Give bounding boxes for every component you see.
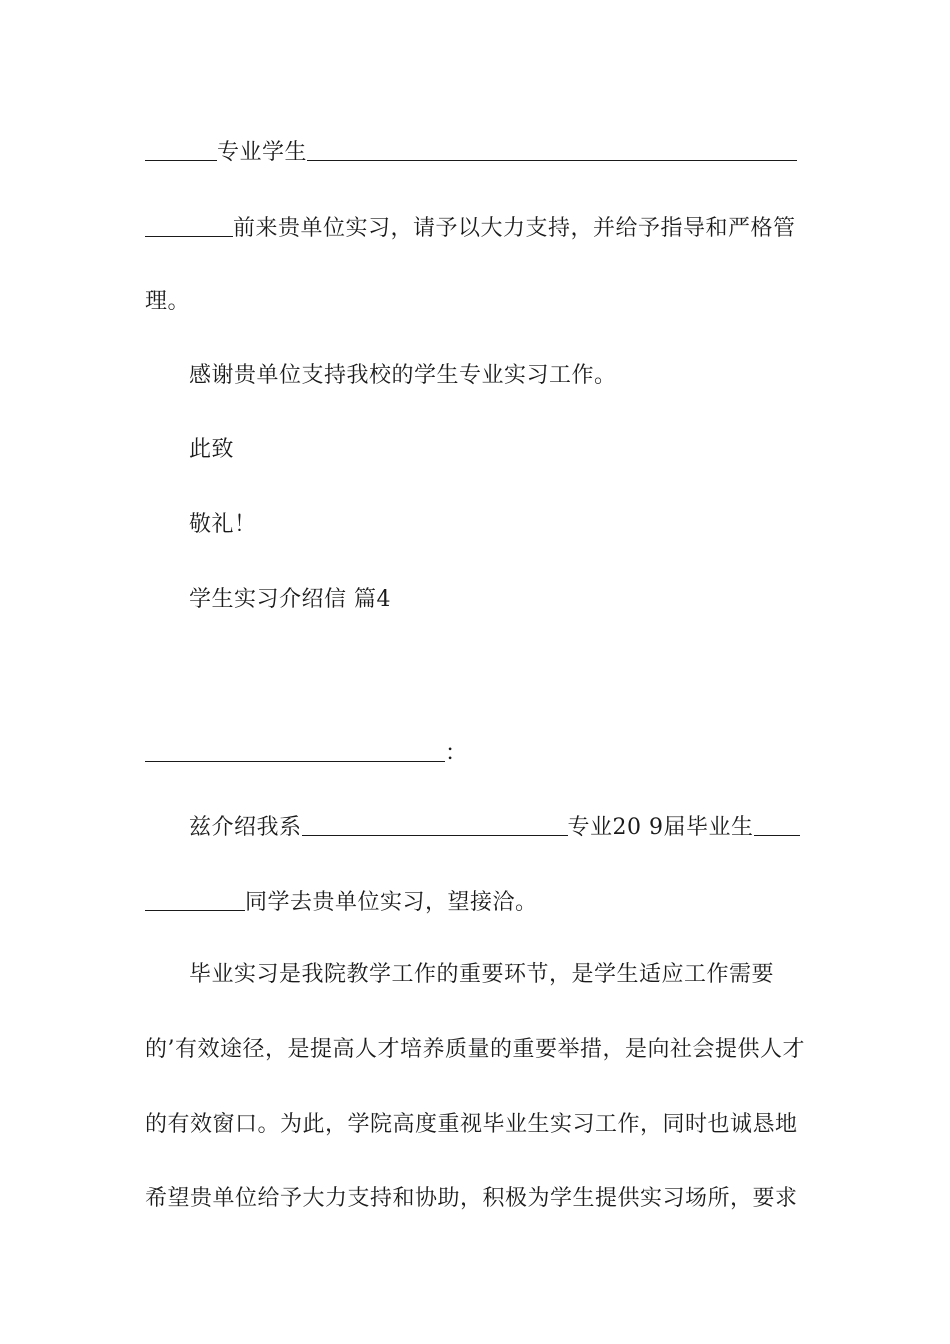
text-para-4: 希望贵单位给予大力支持和协助，积极为学生提供实习场所，要求 [145,1186,798,1211]
line-contact [145,886,807,918]
blank-field-date[interactable] [145,214,233,237]
line-regards [189,510,807,540]
line-management-end [145,287,807,317]
line-major-student [145,136,807,168]
text-request-support: 前来贵单位实习，请予以大力支持，并给予指导和严格管 [233,216,796,241]
blank-field-graduate[interactable] [754,813,800,836]
line-para-2 [145,1035,807,1065]
text-salutation: 此致 [189,437,235,462]
text-major-student: 专业学生 [217,140,308,165]
line-para-3 [145,1110,807,1140]
text-para-3: 的有效窗口。为此，学院高度重视毕业生实习工作，同时也诚恳地 [145,1112,798,1137]
line-request-support [145,212,807,244]
text-recipient-colon: ： [445,741,468,766]
text-para-1: 毕业实习是我院教学工作的重要环节，是学生适应工作需要 [189,962,775,987]
text-introduce-mid: 专业20 9届毕业生 [567,815,754,840]
line-para-1 [189,960,807,990]
section-heading [189,585,807,615]
line-thanks [189,361,807,391]
text-thanks: 感谢贵单位支持我校的学生专业实习工作。 [189,363,617,388]
text-regards: 敬礼！ [189,512,257,537]
line-para-4 [145,1184,807,1214]
text-section-heading: 学生实习介绍信 篇4 [189,587,391,612]
blank-field-recipient[interactable] [145,739,445,762]
line-introduce [189,811,807,843]
blank-field-student-name-2[interactable] [145,888,245,911]
text-introduce-prefix: 兹介绍我系 [189,815,302,840]
blank-field-major[interactable] [145,138,217,161]
text-para-2: 的’有效途径，是提高人才培养质量的重要举措，是向社会提供人才 [145,1037,805,1062]
blank-field-major-2[interactable] [302,813,568,836]
text-management-end: 理。 [145,289,191,314]
text-contact: 同学去贵单位实习，望接洽。 [245,890,538,915]
line-recipient [145,737,807,769]
line-salutation [189,435,807,465]
blank-field-student-name[interactable] [307,138,797,161]
